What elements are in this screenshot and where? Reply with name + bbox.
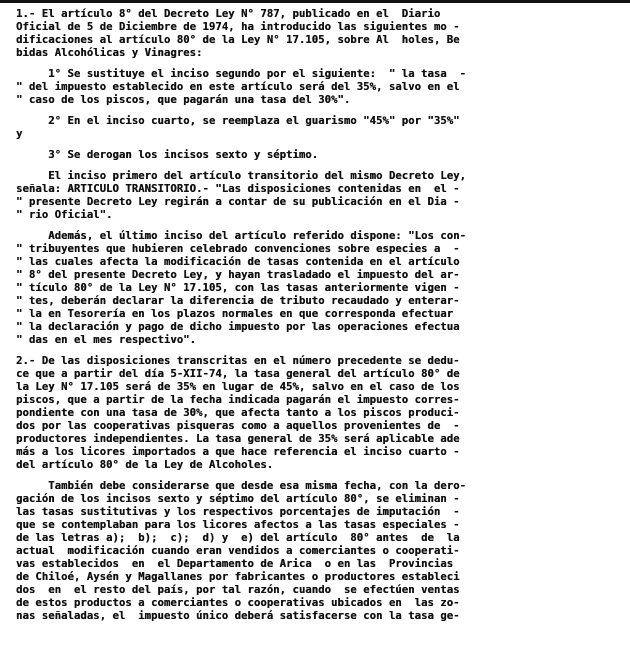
text-line: " la declaración y pago de dicho impuesto por las operaciones efectua	[16, 321, 460, 333]
text-line: y	[16, 128, 23, 140]
paragraph-6	[16, 230, 626, 347]
text-line: " la en Tesorería en los plazos normales en que corresponda efectuar	[16, 308, 454, 320]
text-line: 1.- El artículo 8° del Decreto Ley N° 787, publicado en el Diario	[16, 8, 441, 20]
text-line: " tículo 80° de la Ley N° 17.105, con las tasas anteriormente vigen -	[16, 282, 460, 294]
text-line: " del impuesto establecido en este artículo será del 35%, salvo en el	[16, 81, 460, 93]
text-line: pondiente con una tasa de 30%, que afecta tanto a los piscos produci-	[16, 407, 460, 419]
text-line: 3° Se derogan los incisos sexto y séptimo.	[16, 149, 319, 161]
text-line: vas establecidos en el Departamento de Arica o en las Provincias	[16, 558, 454, 570]
text-line: 2° En el inciso cuarto, se reemplaza el guarismo "45%" por "35%"	[16, 115, 460, 127]
paragraph-1	[16, 8, 626, 60]
text-line: que se contemplaban para los licores afectos a las tasas especiales -	[16, 519, 460, 531]
paragraph-4	[16, 149, 626, 162]
text-line: " rio Oficial".	[16, 209, 113, 221]
paragraph-3	[16, 115, 626, 141]
text-line: actual modificación cuando eran vendidos a comerciantes o cooperati-	[16, 545, 460, 557]
text-line: productores independientes. La tasa general de 35% será aplicable ade	[16, 433, 460, 445]
text-line: " presente Decreto Ley regirán a contar de su publicación en el Dia -	[16, 196, 460, 208]
text-line: gación de los incisos sexto y séptimo del artículo 80°, se eliminan -	[16, 493, 460, 505]
text-line: la Ley N° 17.105 será de 35% en lugar de 45%, salvo en el caso de los	[16, 381, 460, 393]
text-line: del artículo 80° de la Ley de Alcoholes.	[16, 459, 274, 471]
text-line: " caso de los piscos, que pagarán una tasa del 30%".	[16, 94, 351, 106]
paragraph-7	[16, 355, 626, 472]
text-line: " tes, deberán declarar la diferencia de tributo recaudado y enterar-	[16, 295, 460, 307]
text-line: dos por las cooperativas pisqueras como a aquellos provenientes de -	[16, 420, 460, 432]
text-line: " 8° del presente Decreto Ley, y hayan trasladado el impuesto del ar-	[16, 269, 460, 281]
text-line: más a los licores importados a que hace referencia el inciso cuarto -	[16, 446, 460, 458]
text-line: ce que a partir del día 5-XII-74, la tasa general del artículo 80° de	[16, 368, 460, 380]
text-line: señala: ARTICULO TRANSITORIO.- "Las disposiciones contenidas en el -	[16, 183, 460, 195]
paragraph-5	[16, 170, 626, 222]
text-line: de las letras a); b); c); d) y e) del artículo 80° antes de la	[16, 532, 460, 544]
text-line: dos en el resto del país, por tal razón, cuando se efectúen ventas	[16, 584, 460, 596]
text-line: El inciso primero del artículo transitorio del mismo Decreto Ley,	[16, 170, 466, 182]
text-line: de Chiloé, Aysén y Magallanes por fabricantes o productores estableci	[16, 571, 460, 583]
text-line: " las cuales afecta la modificación de tasas contenida en el artículo	[16, 256, 460, 268]
text-line: las tasas sustitutivas y los respectivos porcentajes de imputación -	[16, 506, 460, 518]
text-line: nas señaladas, el impuesto único deberá satisfacerse con la tasa ge-	[16, 610, 460, 622]
paragraph-2	[16, 68, 626, 107]
text-line: piscos, que a partir de la fecha indicada pagarán el impuesto corres-	[16, 394, 460, 406]
text-line: bidas Alcohólicas y Vinagres:	[16, 47, 203, 59]
text-line: También debe considerarse que desde esa misma fecha, con la dero-	[16, 480, 466, 492]
paragraph-8	[16, 480, 626, 623]
text-line: " tribuyentes que hubieren celebrado convenciones sobre especies a -	[16, 243, 460, 255]
text-line: dificaciones al artículo 80° de la Ley N° 17.105, sobre Al holes, Be	[16, 34, 460, 46]
text-line: 1° Se sustituye el inciso segundo por el siguiente: " la tasa -	[16, 68, 466, 80]
text-line: Además, el último inciso del artículo referido dispone: "Los con-	[16, 230, 466, 242]
top-rule	[0, 0, 630, 3]
text-line: " das en el mes respectivo".	[16, 334, 196, 346]
text-line: 2.- De las disposiciones transcritas en el número precedente se dedu-	[16, 355, 460, 367]
text-line: Oficial de 5 de Diciembre de 1974, ha introducido las siguientes mo -	[16, 21, 460, 33]
text-line: de estos productos a comerciantes o cooperativas ubicados en las zo-	[16, 597, 460, 609]
